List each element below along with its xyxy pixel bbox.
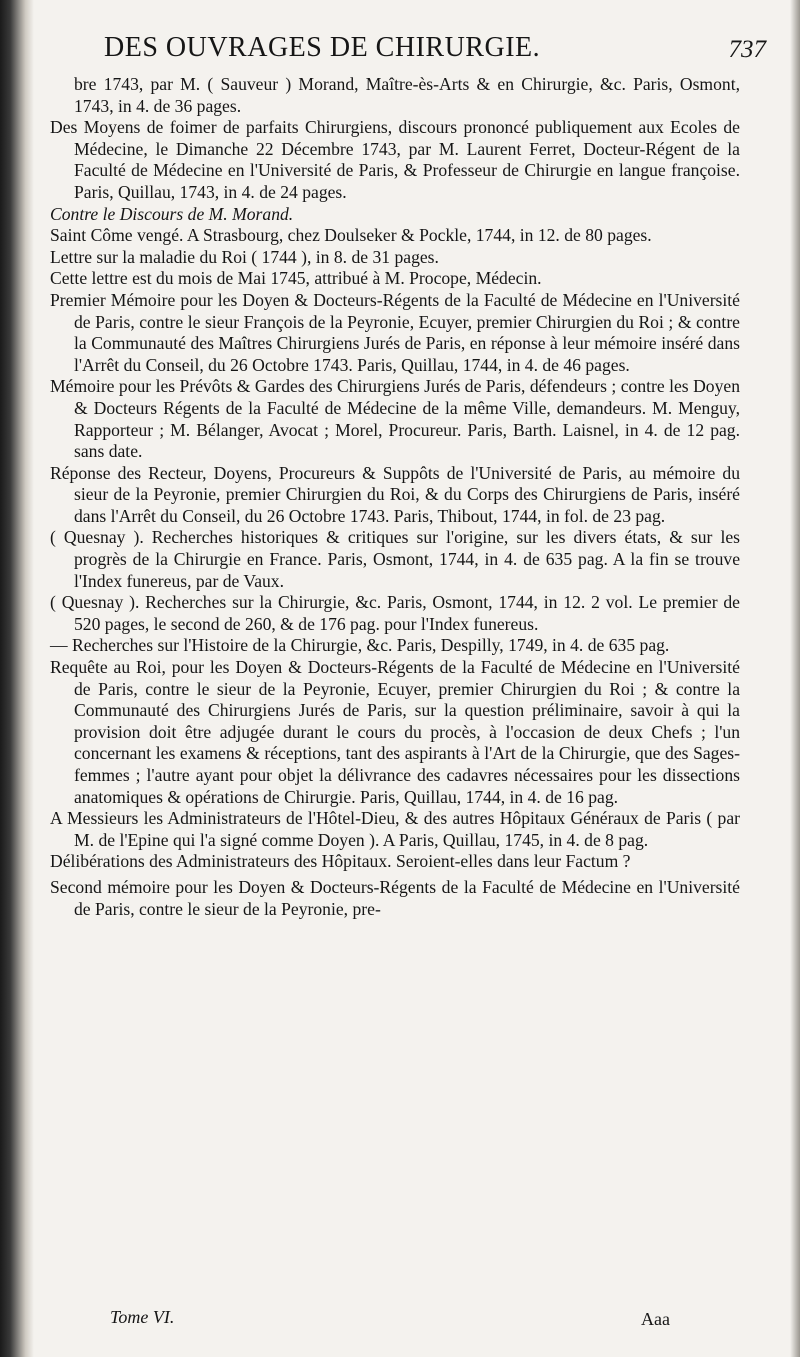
- bibliography-entry: ( Quesnay ). Recherches historiques & critiques sur l'origine, sur les divers états, & sur les progrès de la Chirurgie en France. Paris, Osmont, 1744, in 4. de 635 pag. A la fin se trouve l'Index funereus, par de Vaux.: [50, 527, 740, 591]
- bibliography-entry: Lettre sur la maladie du Roi ( 1744 ), in 8. de 31 pages.: [50, 246, 439, 267]
- bibliography-entry: Mémoire pour les Prévôts & Gardes des Chirurgiens Jurés de Paris, défendeurs ; contre les Doyen & Docteurs Régents de la Faculté de Médecine de la même Ville, demandeurs. M. Menguy, Rapporteur ; M. Bélanger, Avocat ; Morel, Procureur. Paris, Barth. Laisnel, in 4. de 12 pag. sans date.: [50, 376, 740, 462]
- bibliography-list: [50, 74, 740, 920]
- bibliography-entry: — Recherches sur l'Histoire de la Chirurgie, &c. Paris, Despilly, 1749, in 4. de 635 pag.: [50, 635, 670, 656]
- bibliography-entry: Cette lettre est du mois de Mai 1745, attribué à M. Procope, Médecin.: [50, 268, 542, 289]
- running-title: DES OUVRAGES DE CHIRURGIE.: [104, 32, 541, 63]
- page-number: 737: [728, 36, 766, 63]
- bibliography-entry: ( Quesnay ). Recherches sur la Chirurgie, &c. Paris, Osmont, 1744, in 12. 2 vol. Le premier de 520 pages, le second de 260, & de 176 pag. pour l'Index funereus.: [50, 592, 740, 634]
- bibliography-entry: bre 1743, par M. ( Sauveur ) Morand, Maître-ès-Arts & en Chirurgie, &c. Paris, Osmont, 1743, in 4. de 36 pages.: [74, 74, 740, 116]
- bibliography-entry: Second mémoire pour les Doyen & Docteurs-Régents de la Faculté de Médecine en l'Université de Paris, contre le sieur de la Peyronie, pre-: [50, 876, 740, 919]
- bibliography-entry: Saint Côme vengé. A Strasbourg, chez Doulseker & Pockle, 1744, in 12. de 80 pages.: [50, 225, 652, 246]
- bibliography-entry: Délibérations des Administrateurs des Hôpitaux. Seroient-elles dans leur Factum ?: [50, 851, 631, 872]
- signature-mark: Aaa: [641, 1309, 670, 1329]
- bibliography-entry: Contre le Discours de M. Morand.: [50, 203, 294, 224]
- page-footer: [110, 1307, 670, 1335]
- volume-label: Tome VI.: [110, 1307, 175, 1327]
- bibliography-entry: A Messieurs les Administrateurs de l'Hôtel-Dieu, & des autres Hôpitaux Généraux de Paris ( par M. de l'Epine qui l'a signé comme Doyen ). A Paris, Quillau, 1745, in 4. de 8 pag.: [50, 808, 740, 850]
- bibliography-entry: Des Moyens de foimer de parfaits Chirurgiens, discours prononcé publiquement aux Ecoles de Médecine, le Dimanche 22 Décembre 1743, par M. Laurent Ferret, Docteur-Régent de la Faculté de Médecine en l'Université de Paris, & Professeur de Chirurgie en langue françoise. Paris, Quillau, 1743, in 4. de 24 pages.: [50, 117, 740, 202]
- bibliography-entry: Réponse des Recteur, Doyens, Procureurs & Suppôts de l'Université de Paris, au mémoire du sieur de la Peyronie, premier Chirurgien du Roi, & du Corps des Chirurgiens de Paris, inséré dans l'Arrêt du Conseil, du 26 Octobre 1743. Paris, Thibout, 1744, in fol. de 23 pag.: [50, 462, 740, 526]
- bibliography-entry: Premier Mémoire pour les Doyen & Docteurs-Régents de la Faculté de Médecine en l'Université de Paris, contre le sieur François de la Peyronie, Ecuyer, premier Chirurgien du Roi ; & contre la Communauté des Maîtres Chirurgiens Jurés de Paris, en réponse à leur mémoire inséré dans l'Arrêt du Conseil, du 26 Octobre 1743. Paris, Quillau, 1744, in 4. de 46 pages.: [50, 289, 740, 375]
- bibliography-entry: Requête au Roi, pour les Doyen & Docteurs-Régents de la Faculté de Médecine en l'Université de Paris, contre le sieur de la Peyronie, Ecuyer, premier Chirurgien du Roi ; & contre la Communauté des Chirurgiens Jurés de Paris, sur la question préliminaire, savoir à qui la provision doit être adjugée durant le cours du procès, à l'occasion de deux Chefs ; l'un concernant les examens & réceptions, tant des aspirants à l'Art de la Chirurgie, que des Sages-femmes ; l'autre ayant pour objet la délivrance des cadavres nécessaires pour les dissections anatomiques & opérations de Chirurgie. Paris, Quillau, 1744, in 4. de 16 pag.: [50, 657, 740, 807]
- page-header: [104, 32, 766, 72]
